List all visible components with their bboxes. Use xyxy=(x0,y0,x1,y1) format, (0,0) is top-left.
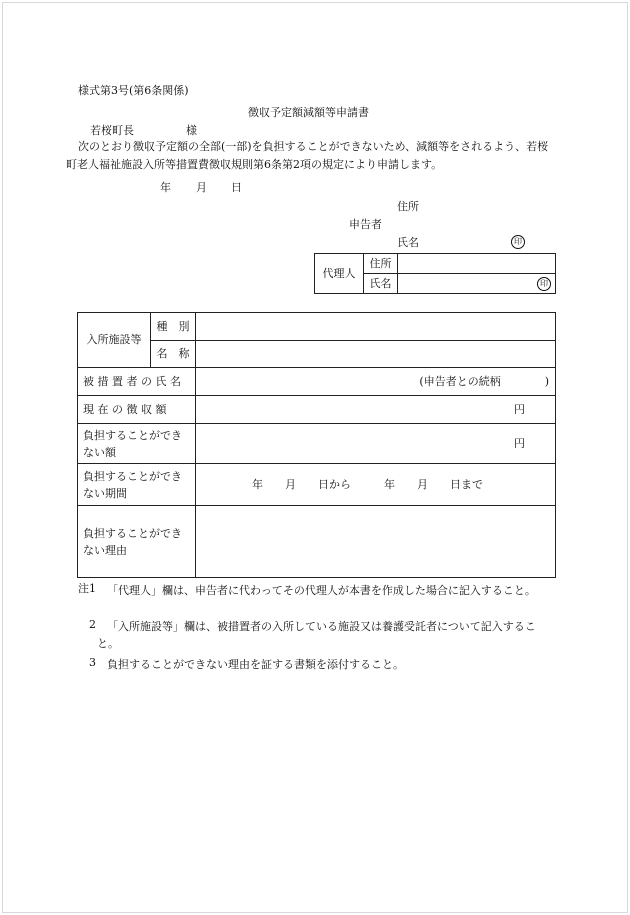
current-amount-field[interactable] xyxy=(196,396,556,424)
person-name-field[interactable] xyxy=(196,368,556,396)
note-1-text: 「代理人」欄は、申告者に代わってその代理人が本書を作成した場合に記入すること。 xyxy=(107,584,536,597)
agent-table xyxy=(314,253,556,294)
agent-seal-icon: 印 xyxy=(537,277,551,291)
unpayable-amount-field[interactable] xyxy=(196,424,556,464)
applicant-name-label: 氏名 xyxy=(397,236,419,249)
form-number: 様式第3号(第6条関係) xyxy=(78,84,189,97)
unpayable-period-label: 負担することができない期間 xyxy=(78,464,196,506)
unpayable-amount-yen: 円 xyxy=(514,436,525,450)
facility-type-label: 種 別 xyxy=(151,313,196,341)
unpayable-period-field[interactable] xyxy=(196,464,556,506)
note-2-number: 2 xyxy=(89,618,96,631)
date-day-label: 日 xyxy=(231,181,242,194)
agent-name-label: 氏名 xyxy=(364,274,398,294)
facility-type-field[interactable] xyxy=(196,313,556,341)
note-2-text: 「入所施設等」欄は、被措置者の入所している施設又は養護受託者について記入すること。 xyxy=(97,620,536,650)
intro-text: 次のとおり徴収予定額の全部(一部)を負担することができないため、減額等をされるよう、若桜町老人福祉施設入所等措置費徴収規則第6条第2項の規定により申請します。 xyxy=(66,140,549,171)
unpayable-amount-label: 負担することができない額 xyxy=(78,424,196,464)
agent-address-label: 住所 xyxy=(364,254,398,274)
agent-address-field[interactable] xyxy=(398,254,556,274)
person-name-label: 被 措 置 者 の 氏 名 xyxy=(78,368,196,396)
facility-name-label: 名 称 xyxy=(151,341,196,368)
relation-note: (申告者との続柄 ) xyxy=(419,374,549,388)
facility-label: 入所施設等 xyxy=(78,313,151,368)
date-month-label: 月 xyxy=(196,181,207,194)
period-text: 年 月 日から 年 月 日まで xyxy=(252,477,483,491)
current-amount-yen: 円 xyxy=(514,402,525,416)
addressee-honorific: 様 xyxy=(186,124,197,137)
agent-label: 代理人 xyxy=(315,254,364,294)
applicant-seal-icon: 印 xyxy=(511,235,525,249)
date-year-label: 年 xyxy=(160,181,171,194)
main-table xyxy=(77,312,556,578)
note-3-number: 3 xyxy=(89,656,96,669)
applicant-label: 申告者 xyxy=(349,218,382,231)
unpayable-reason-label: 負担することができない理由 xyxy=(78,506,196,578)
note-3-text: 負担することができない理由を証する書類を添付すること。 xyxy=(107,658,404,671)
addressee-name: 若桜町長 xyxy=(90,124,134,137)
note-1-number: 注1 xyxy=(78,582,96,595)
unpayable-reason-field[interactable] xyxy=(196,506,556,578)
applicant-address-label: 住所 xyxy=(397,200,419,213)
current-amount-label: 現 在 の 徴 収 額 xyxy=(78,396,196,424)
agent-name-field[interactable] xyxy=(398,274,556,294)
facility-name-field[interactable] xyxy=(196,341,556,368)
form-title: 徴収予定額減額等申請書 xyxy=(248,106,369,119)
